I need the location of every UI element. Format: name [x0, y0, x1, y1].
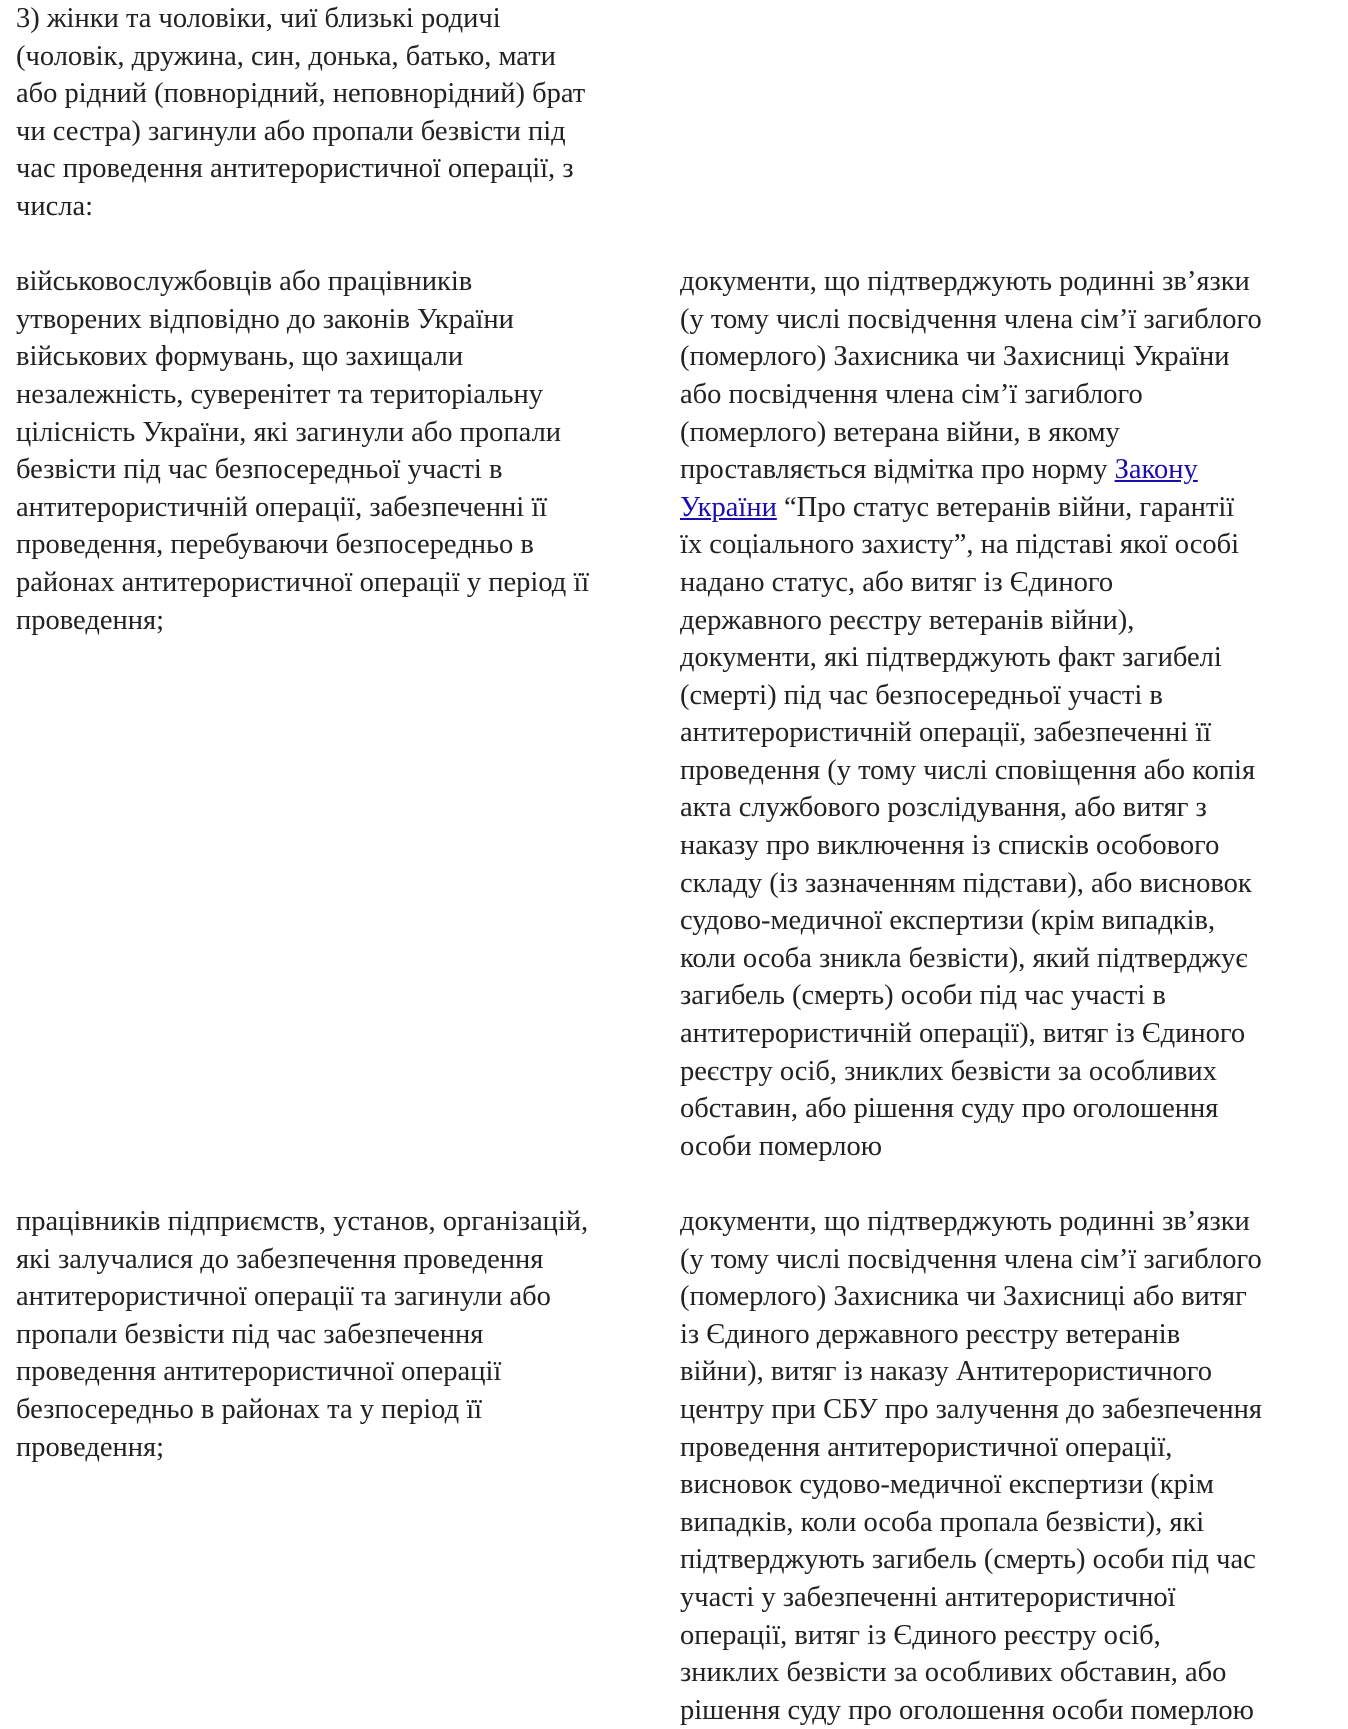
- text-line: військовослужбовців або працівників: [16, 266, 473, 298]
- law-link-part2[interactable]: України: [680, 491, 777, 523]
- text-line: пропали безвісти під час забезпечення: [16, 1318, 484, 1350]
- text-line: війни), витяг із наказу Антитерористичного: [680, 1356, 1212, 1388]
- text-line: надано статус, або витяг із Єдиного: [680, 566, 1114, 598]
- category-text: [16, 1203, 680, 1466]
- text-line: антитерористичній операції), витяг із Єдиного: [680, 1018, 1246, 1050]
- text-line: проведення антитерористичної операції,: [680, 1431, 1173, 1463]
- text-line: (у тому числі посвідчення члена сім’ї загиблого: [680, 1243, 1262, 1275]
- text-line: особи померлою: [680, 1130, 883, 1162]
- text-line: судово-медичної експертизи (крім випадків,: [680, 905, 1216, 937]
- documents-cell: [680, 263, 1336, 1165]
- text-line: документи, які підтверджують факт загибелі: [680, 642, 1222, 674]
- text-line: незалежність, суверенітет та територіальну: [16, 378, 544, 410]
- text-line: акта службового розслідування, або витяг з: [680, 792, 1207, 824]
- text-line: документи, що підтверджують родинні зв’язки: [680, 266, 1250, 298]
- text-line: антитерористичній операції, забезпеченні її: [16, 491, 548, 523]
- text-line: [680, 489, 1336, 527]
- text-line: безвісти під час безпосередньої участі в: [16, 454, 503, 486]
- text-line: антитерористичній операції, забезпеченні її: [680, 717, 1212, 749]
- text-line: (у тому числі посвідчення члена сім’ї загиблого: [680, 303, 1262, 335]
- text-line: антитерористичної операції та загинули або: [16, 1281, 551, 1313]
- text-line: безпосередньо в районах та у період її: [16, 1393, 483, 1425]
- text-fragment: “Про статус ветеранів війни, гарантії: [776, 491, 1235, 523]
- legal-table: [16, 0, 1336, 1729]
- text-line: проведення (у тому числі сповіщення або копія: [680, 754, 1256, 786]
- text-fragment: проставляється відмітка про норму: [680, 454, 1115, 486]
- text-line: (смерті) під час безпосередньої участі в: [680, 679, 1163, 711]
- text-line: (померлого) Захисника чи Захисниці або витяг: [680, 1281, 1247, 1313]
- text-line: (померлого) ветерана війни, в якому: [680, 416, 1120, 448]
- documents-cell: [680, 1203, 1336, 1729]
- text-line: із Єдиного державного реєстру ветеранів: [680, 1318, 1181, 1350]
- text-line: державного реєстру ветеранів війни),: [680, 604, 1135, 636]
- text-line: висновок судово-медичної експертизи (крім: [680, 1469, 1214, 1501]
- text-line: 3) жінки та чоловіки, чиї близькі родичі: [16, 3, 501, 34]
- category-cell: [16, 263, 680, 1165]
- text-line: загибель (смерть) особи під час участі в: [680, 980, 1166, 1012]
- category-text: [16, 263, 680, 639]
- text-line: районах антитерористичної операції у період її: [16, 566, 590, 598]
- text-line: проведення;: [16, 604, 164, 636]
- text-line: участі у забезпеченні антитерористичної: [680, 1581, 1176, 1613]
- law-link-part1[interactable]: Закону: [1114, 454, 1198, 486]
- table-row: [16, 0, 1336, 226]
- text-line: проведення, перебуваючи безпосередньо в: [16, 529, 534, 561]
- text-line: [680, 451, 1336, 489]
- row-spacer: [16, 1165, 1336, 1203]
- text-line: зниклих безвісти за особливих обставин, або: [680, 1657, 1227, 1689]
- text-line: працівників підприємств, установ, організацій,: [16, 1206, 589, 1237]
- text-line: цілісність України, які загинули або пропали: [16, 416, 562, 448]
- table-row: [16, 1203, 1336, 1729]
- text-line: випадків, коли особа пропала безвісти), які: [680, 1506, 1205, 1538]
- text-line: проведення антитерористичної операції: [16, 1356, 502, 1388]
- text-line: підтверджують загибель (смерть) особи під час: [680, 1544, 1256, 1576]
- text-line: операції, витяг із Єдиного реєстру осіб,: [680, 1619, 1161, 1651]
- text-line: рішення суду про оголошення особи померлою: [680, 1694, 1254, 1726]
- header-item-cell: [16, 0, 680, 226]
- text-line: документи, що підтверджують родинні зв’язки: [680, 1206, 1250, 1237]
- documents-text: [680, 1203, 1336, 1729]
- text-line: або посвідчення члена сім’ї загиблого: [680, 378, 1143, 410]
- text-line: складу (із зазначенням підстави), або висновок: [680, 867, 1252, 899]
- empty-cell: [680, 0, 1336, 226]
- text-line: чи сестра) загинули або пропали безвісти під: [16, 115, 566, 147]
- text-line: числа:: [16, 190, 94, 222]
- text-line: наказу про виключення із списків особового: [680, 830, 1220, 862]
- text-line: обставин, або рішення суду про оголошення: [680, 1093, 1219, 1125]
- category-cell: [16, 1203, 680, 1729]
- text-line: або рідний (повнорідний, неповнорідний) брат: [16, 78, 586, 110]
- row-spacer: [16, 226, 1336, 264]
- text-line: центру при СБУ про залучення до забезпечення: [680, 1393, 1262, 1425]
- text-line: утворених відповідно до законів України: [16, 303, 514, 335]
- header-item-text: [16, 0, 680, 226]
- text-line: (померлого) Захисника чи Захисниці України: [680, 341, 1230, 373]
- text-line: військових формувань, що захищали: [16, 341, 464, 373]
- text-line: які залучалися до забезпечення проведення: [16, 1243, 544, 1275]
- text-line: проведення;: [16, 1431, 164, 1463]
- text-line: коли особа зникла безвісти), який підтверджує: [680, 942, 1248, 974]
- text-line: час проведення антитерористичної операції, з: [16, 153, 574, 185]
- text-line: (чоловік, дружина, син, донька, батько, мати: [16, 40, 556, 72]
- documents-text: [680, 263, 1336, 1165]
- table-row: [16, 263, 1336, 1165]
- text-line: їх соціального захисту”, на підставі якої особі: [680, 529, 1240, 561]
- text-line: реєстру осіб, зниклих безвісти за особливих: [680, 1055, 1217, 1087]
